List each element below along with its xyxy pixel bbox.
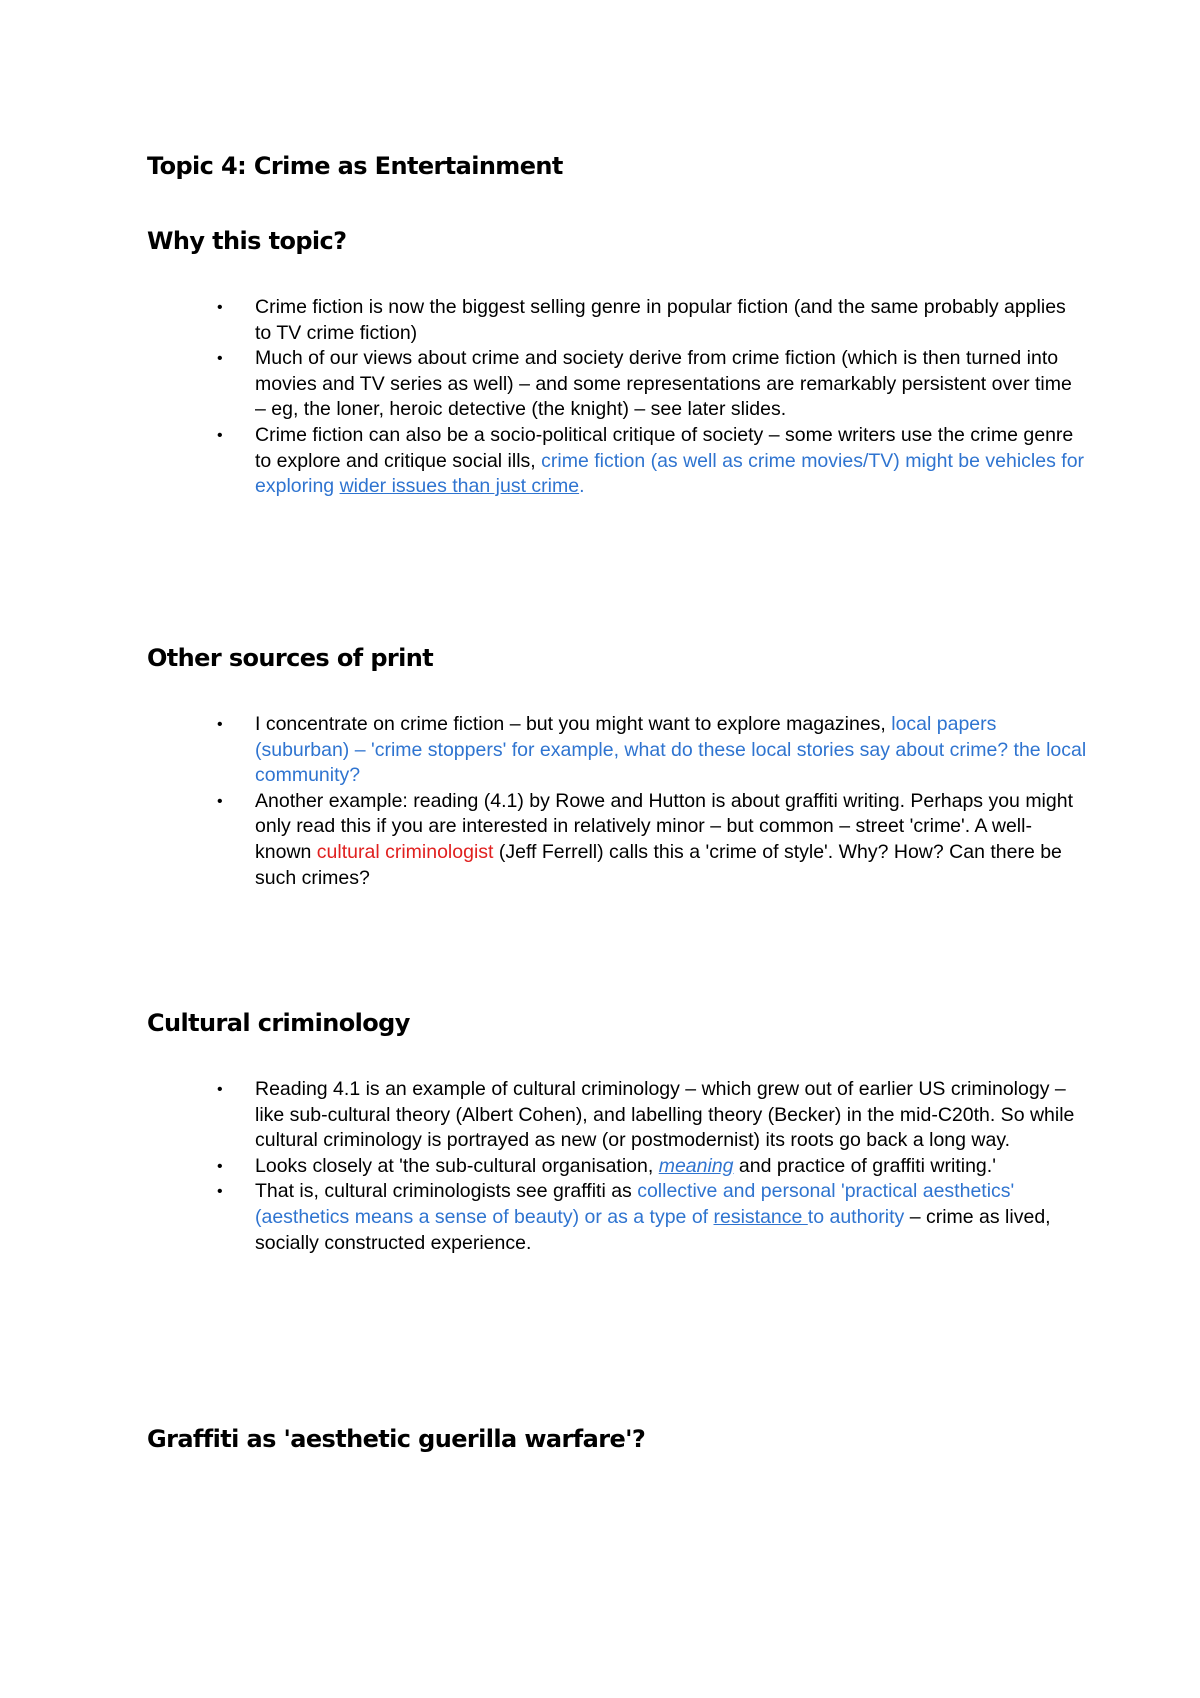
bullet-icon: • [217, 299, 223, 316]
bullet-icon: • [217, 716, 223, 733]
document-title: Topic 4: Crime as Entertainment [147, 152, 563, 180]
wider-issues-link[interactable]: wider issues than just crime [339, 475, 580, 498]
other-sources-bullet-list [147, 712, 1087, 891]
section-heading-cultural-criminology: Cultural criminology [147, 1009, 410, 1037]
highlighted-text: collective and personal 'practical aesthetics' (aesthetics means a sense of beauty) or as a type of [255, 1180, 1015, 1228]
bullet-icon: • [217, 426, 223, 444]
bullet-text: and practice of graffiti writing.' [733, 1154, 996, 1177]
highlighted-term: cultural criminologist [316, 840, 494, 863]
bullet-icon: • [217, 1183, 223, 1201]
bullet-icon: • [217, 1157, 223, 1175]
bullet-icon: • [217, 1081, 223, 1098]
bullet-text: Looks closely at 'the sub-cultural organisation, [255, 1154, 659, 1177]
list-item [147, 712, 1087, 789]
list-item [147, 295, 1087, 346]
section-heading-graffiti: Graffiti as 'aesthetic guerilla warfare'? [147, 1425, 646, 1453]
bullet-text: (Jeff Ferrell) calls this a 'crime of style'. Why? How? Can there be such crimes? [255, 840, 1062, 889]
bullet-text: Reading 4.1 is an example of cultural criminology – which grew out of earlier US criminology – like sub-cultural theory (Albert Cohen), and labelling theory (Becker) in the mid-C20th. So while cultural criminology is portrayed as new (or postmodernist) its roots go back a long way. [255, 1078, 1075, 1152]
cultural-criminology-bullet-list [147, 1077, 1087, 1256]
list-item [147, 423, 1087, 500]
bullet-icon: • [217, 792, 223, 810]
list-item [147, 1077, 1087, 1154]
list-item [147, 789, 1087, 891]
list-item [147, 1154, 1087, 1180]
bullet-text: I concentrate on crime fiction – but you might want to explore magazines, [255, 713, 892, 735]
section-heading-other-sources: Other sources of print [147, 644, 434, 672]
bullet-text: Another example: reading (4.1) by Rowe and Hutton is about graffiti writing. Perhaps you might only read this if you are interested in relatively minor – but common – street 'crime'. A well-known [255, 789, 1074, 863]
resistance-link[interactable]: resistance [713, 1205, 808, 1228]
period-text: . [579, 475, 585, 498]
bullet-text: Crime fiction is now the biggest selling genre in popular fiction (and the same probably applies to TV crime fiction) [255, 296, 1066, 344]
why-topic-bullet-list [147, 295, 1087, 500]
section-heading-why-this-topic: Why this topic? [147, 227, 347, 255]
bullet-text: Crime fiction can also be a socio-political critique of society – some writers use the crime genre to explore and critique social ills, [255, 423, 1074, 472]
bullet-text: – crime as lived, socially constructed experience. [255, 1205, 1051, 1254]
list-item [147, 346, 1087, 423]
bullet-text: Much of our views about crime and society derive from crime fiction (which is then turned into movies and TV series as well) – and some representations are remarkably persistent over time – eg, the loner, heroic detective (the knight) – see later slides. [255, 347, 1072, 421]
highlighted-text: to authority [807, 1205, 905, 1228]
list-item [147, 1179, 1087, 1256]
highlighted-text: crime fiction (as well as crime movies/TV) might be vehicles for exploring [255, 449, 1085, 498]
highlighted-text: local papers (suburban) – 'crime stoppers' for example, what do these local stories say about crime? the local community? [255, 713, 1087, 787]
bullet-icon: • [217, 350, 223, 368]
meaning-link[interactable]: meaning [658, 1154, 734, 1177]
bullet-text: That is, cultural criminologists see graffiti as [255, 1180, 638, 1203]
